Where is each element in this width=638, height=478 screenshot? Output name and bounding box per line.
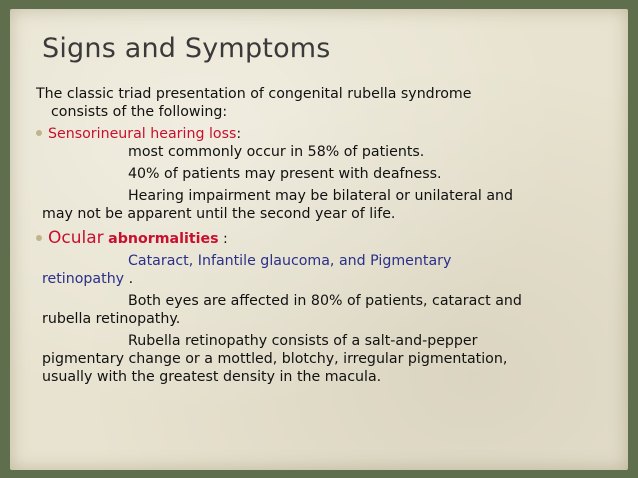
intro-line: consists of the following: <box>51 104 228 120</box>
ocular-detail: Both eyes are affected in 80% of patients, cataract and <box>128 293 522 309</box>
ocular-detail-wrap: rubella retinopathy. <box>42 311 181 327</box>
bullet-dot-icon <box>36 235 42 241</box>
ocular-detail: Rubella retinopathy consists of a salt-and-pepper <box>128 333 478 349</box>
slide-title: Signs and Symptoms <box>42 33 331 64</box>
bullet-term-second: abnormalities <box>108 231 219 247</box>
bullet-term: Ocular <box>48 228 104 248</box>
hearing-detail: 40% of patients may present with deafness. <box>128 166 442 182</box>
ocular-types-period: . <box>128 271 134 287</box>
bullet-dot-icon <box>36 130 42 136</box>
ocular-types-end: retinopathy <box>42 271 125 287</box>
bullet-term: Sensorineural hearing loss <box>48 126 237 142</box>
ocular-types-wrap <box>36 270 608 288</box>
slide-body <box>36 85 608 386</box>
hearing-detail: Hearing impairment may be bilateral or unilateral and <box>128 188 514 204</box>
ocular-detail-wrap: usually with the greatest density in the macula. <box>42 369 382 385</box>
bullet-suffix: : <box>236 126 242 142</box>
bullet-hearing <box>36 125 608 143</box>
intro-line: The classic triad presentation of congenital rubella syndrome <box>36 86 472 102</box>
bullet-suffix: : <box>218 231 228 247</box>
hearing-detail-wrap: may not be apparent until the second year of life. <box>42 206 396 222</box>
ocular-types: Cataract, Infantile glaucoma, and Pigmentary <box>128 253 452 269</box>
hearing-detail: most commonly occur in 58% of patients. <box>128 144 425 160</box>
bullet-ocular <box>36 229 608 248</box>
slide-paper <box>10 9 628 470</box>
ocular-detail-wrap: pigmentary change or a mottled, blotchy, irregular pigmentation, <box>42 351 508 367</box>
